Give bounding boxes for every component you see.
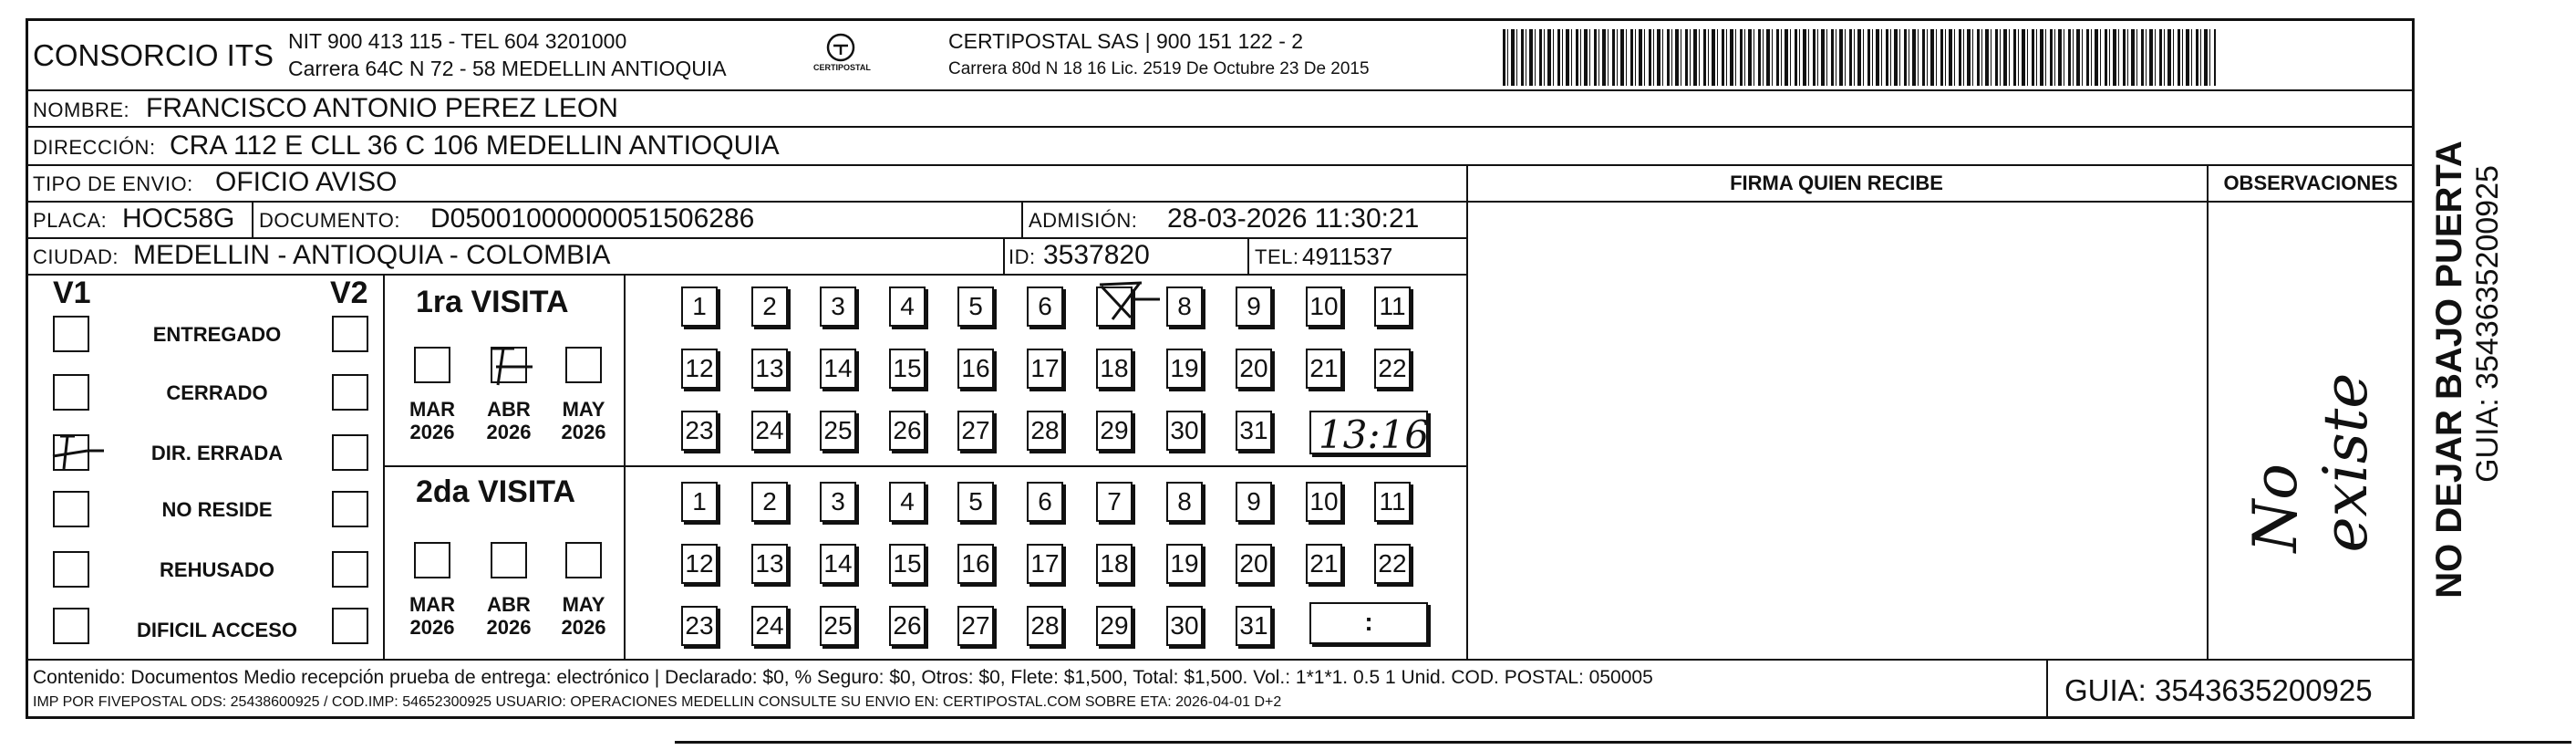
v1-entregado-checkbox[interactable] [53,316,89,352]
status-option-entregado: ENTREGADO [152,323,282,346]
v1-rehusado-checkbox[interactable] [53,551,89,588]
checkmark-icon [483,338,538,395]
admision-label: ADMISIÓN: [1029,209,1138,232]
first-visit-day-5[interactable]: 5 [957,286,994,327]
v1-dificil-acceso-checkbox[interactable] [53,608,89,644]
second-visit-day-11[interactable]: 11 [1374,482,1411,522]
first-visit-day-10[interactable]: 10 [1306,286,1342,327]
second-visit-month-mar: MAR 2026 [409,593,456,640]
tipo-envio-value: OFICIO AVISO [215,167,398,197]
second-visit-day-19[interactable]: 19 [1166,544,1203,584]
second-visit-time: : [1364,608,1373,636]
rule [1003,237,1005,274]
first-visit-day-17[interactable]: 17 [1027,349,1063,389]
rule [26,274,1466,276]
v1-label: V1 [53,276,91,310]
second-visit-day-28[interactable]: 28 [1027,606,1063,646]
certipostal-logo-icon [813,29,871,84]
direccion-label: DIRECCIÓN: [33,136,156,159]
ciudad-label: CIUDAD: [33,245,119,268]
carrier-line-2: Carrera 80d N 18 16 Lic. 2519 De Octubre 23 De 2015 [948,59,1370,78]
second-visit-month-may-checkbox[interactable] [565,542,602,578]
second-visit-day-6[interactable]: 6 [1027,482,1063,522]
documento-value: D05001000000051506286 [430,203,755,234]
second-visit-title: 2da VISITA [416,474,576,509]
first-visit-day-25[interactable]: 25 [820,411,856,451]
first-visit-day-20[interactable]: 20 [1236,349,1272,389]
second-visit-day-5[interactable]: 5 [957,482,994,522]
rule [1247,237,1249,274]
status-option-no-reside: NO RESIDE [161,498,273,521]
first-visit-day-2[interactable]: 2 [751,286,788,327]
first-visit-day-8[interactable]: 8 [1166,286,1203,327]
second-visit-day-17[interactable]: 17 [1027,544,1063,584]
second-visit-day-24[interactable]: 24 [751,606,788,646]
rule [383,274,385,659]
second-visit-day-2[interactable]: 2 [751,482,788,522]
nombre-value: FRANCISCO ANTONIO PEREZ LEON [146,93,618,123]
barcode [1503,29,2216,86]
status-option-dificil-acceso: DIFICIL ACCESO [136,619,297,641]
checkmark-icon [47,429,106,481]
second-visit-month-abr: ABR 2026 [486,593,532,640]
rule [26,89,2415,91]
company-line-2: Carrera 64C N 72 - 58 MEDELLIN ANTIOQUIA [288,57,727,80]
rule [1466,164,1468,659]
footer-guia: GUIA: 3543635200925 [2064,673,2373,707]
first-visit-day-31[interactable]: 31 [1236,411,1272,451]
second-visit-day-18[interactable]: 18 [1096,544,1133,584]
status-option-dir-errada: DIR. ERRADA [150,442,284,464]
rule [26,126,2415,128]
first-visit-day-15[interactable]: 15 [889,349,926,389]
rule [26,201,2415,203]
nombre-label: NOMBRE: [33,99,130,121]
first-visit-day-13[interactable]: 13 [751,349,788,389]
rule [2207,164,2209,659]
first-visit-day-16[interactable]: 16 [957,349,994,389]
first-visit-day-26[interactable]: 26 [889,411,926,451]
second-visit-month-abr-checkbox[interactable] [491,542,527,578]
rule [1021,201,1023,237]
second-visit-day-25[interactable]: 25 [820,606,856,646]
first-visit-month-may: MAY 2026 [561,398,606,444]
ciudad-value: MEDELLIN - ANTIOQUIA - COLOMBIA [133,240,611,270]
second-visit-day-14[interactable]: 14 [820,544,856,584]
first-visit-day-24[interactable]: 24 [751,411,788,451]
first-visit-day-11[interactable]: 11 [1374,286,1411,327]
second-visit-day-12[interactable]: 12 [681,544,718,584]
v2-no-reside-checkbox[interactable] [332,491,368,527]
first-visit-month-mar-checkbox[interactable] [414,347,450,383]
v2-label: V2 [330,276,368,310]
first-visit-day-19[interactable]: 19 [1166,349,1203,389]
v2-dificil-acceso-checkbox[interactable] [332,608,368,644]
first-visit-month-may-checkbox[interactable] [565,347,602,383]
id-value: 3537820 [1043,240,1150,270]
v1-no-reside-checkbox[interactable] [53,491,89,527]
first-visit-month-abr: ABR 2026 [486,398,532,444]
v1-cerrado-checkbox[interactable] [53,374,89,411]
second-visit-day-1[interactable]: 1 [681,482,718,522]
first-visit-day-1[interactable]: 1 [681,286,718,327]
rule [383,465,1466,467]
second-visit-month-mar-checkbox[interactable] [414,542,450,578]
second-visit-day-8[interactable]: 8 [1166,482,1203,522]
second-visit-day-20[interactable]: 20 [1236,544,1272,584]
first-visit-title: 1ra VISITA [416,285,569,319]
documento-label: DOCUMENTO: [259,209,400,232]
rule [26,659,2415,661]
rule [26,164,2415,166]
first-visit-month-mar: MAR 2026 [409,398,456,444]
footer-line-2: IMP POR FIVEPOSTAL ODS: 25438600925 / COD.IMP: 54652300925 USUARIO: OPERACIONES MEDELLIN CONSULTE SU ENVIO EN: CERTIPOSTAL.COM SOBRE ETA: 2026-04-01 D+2 [33,694,1282,710]
id-label: ID: [1009,245,1036,268]
second-visit-day-16[interactable]: 16 [957,544,994,584]
rule [26,237,1466,239]
first-visit-day-18[interactable]: 18 [1096,349,1133,389]
second-visit-day-3[interactable]: 3 [820,482,856,522]
first-visit-day-23[interactable]: 23 [681,411,718,451]
second-visit-day-13[interactable]: 13 [751,544,788,584]
v2-rehusado-checkbox[interactable] [332,551,368,588]
rule [2046,659,2048,719]
side-warning: NO DEJAR BAJO PUERTA [2429,141,2469,599]
rule [624,274,626,659]
first-visit-day-3[interactable]: 3 [820,286,856,327]
first-visit-day-4[interactable]: 4 [889,286,926,327]
first-visit-time: 13:16 [1319,412,1430,457]
tel-value: 4911537 [1302,243,1393,270]
v2-entregado-checkbox[interactable] [332,316,368,352]
second-visit-day-31[interactable]: 31 [1236,606,1272,646]
checkmark-icon [1094,276,1162,335]
company-name: CONSORCIO ITS [33,38,274,72]
direccion-value: CRA 112 E CLL 36 C 106 MEDELLIN ANTIOQUIA [170,130,780,161]
rule [252,201,253,237]
second-visit-day-29[interactable]: 29 [1096,606,1133,646]
first-visit-day-22[interactable]: 22 [1374,349,1411,389]
observacion-handwriting: No existe [2240,372,2381,553]
first-visit-day-30[interactable]: 30 [1166,411,1203,451]
status-option-cerrado: CERRADO [166,381,268,404]
second-visit-month-may: MAY 2026 [561,593,606,640]
second-visit-day-4[interactable]: 4 [889,482,926,522]
v2-dir-errada-checkbox[interactable] [332,434,368,471]
second-visit-day-15[interactable]: 15 [889,544,926,584]
first-visit-day-12[interactable]: 12 [681,349,718,389]
second-visit-day-26[interactable]: 26 [889,606,926,646]
footer-line-1: Contenido: Documentos Medio recepción prueba de entrega: electrónico | Declarado: $0, % Seguro: $0, Otros: $0, Flete: $1,500, Total: $1,500. Vol.: 1*1*1. 0.5 1 Unid. COD. POSTAL: 050005 [33,667,1653,688]
first-visit-day-14[interactable]: 14 [820,349,856,389]
certipostal-logo-text: CERTIPOSTAL [813,63,871,72]
first-visit-day-28[interactable]: 28 [1027,411,1063,451]
second-visit-day-9[interactable]: 9 [1236,482,1272,522]
cut-line [675,741,2571,744]
second-visit-day-30[interactable]: 30 [1166,606,1203,646]
placa-label: PLACA: [33,209,108,232]
placa-value: HOC58G [122,203,235,234]
first-visit-day-29[interactable]: 29 [1096,411,1133,451]
first-visit-day-27[interactable]: 27 [957,411,994,451]
first-visit-day-6[interactable]: 6 [1027,286,1063,327]
v2-cerrado-checkbox[interactable] [332,374,368,411]
second-visit-day-21[interactable]: 21 [1306,544,1342,584]
company-line-1: NIT 900 413 115 - TEL 604 3201000 [288,29,627,53]
first-visit-day-21[interactable]: 21 [1306,349,1342,389]
observaciones-header: OBSERVACIONES [2223,172,2398,194]
side-guia: GUIA: 3543635200925 [2470,165,2505,483]
second-visit-day-22[interactable]: 22 [1374,544,1411,584]
carrier-line-1: CERTIPOSTAL SAS | 900 151 122 - 2 [948,29,1304,53]
second-visit-day-23[interactable]: 23 [681,606,718,646]
tipo-envio-label: TIPO DE ENVIO: [33,172,193,195]
second-visit-day-10[interactable]: 10 [1306,482,1342,522]
second-visit-day-27[interactable]: 27 [957,606,994,646]
second-visit-day-7[interactable]: 7 [1096,482,1133,522]
firma-header: FIRMA QUIEN RECIBE [1730,172,1943,194]
tel-label: TEL: [1255,245,1299,268]
admision-value: 28-03-2026 11:30:21 [1167,203,1420,234]
first-visit-day-9[interactable]: 9 [1236,286,1272,327]
status-option-rehusado: REHUSADO [160,558,274,581]
